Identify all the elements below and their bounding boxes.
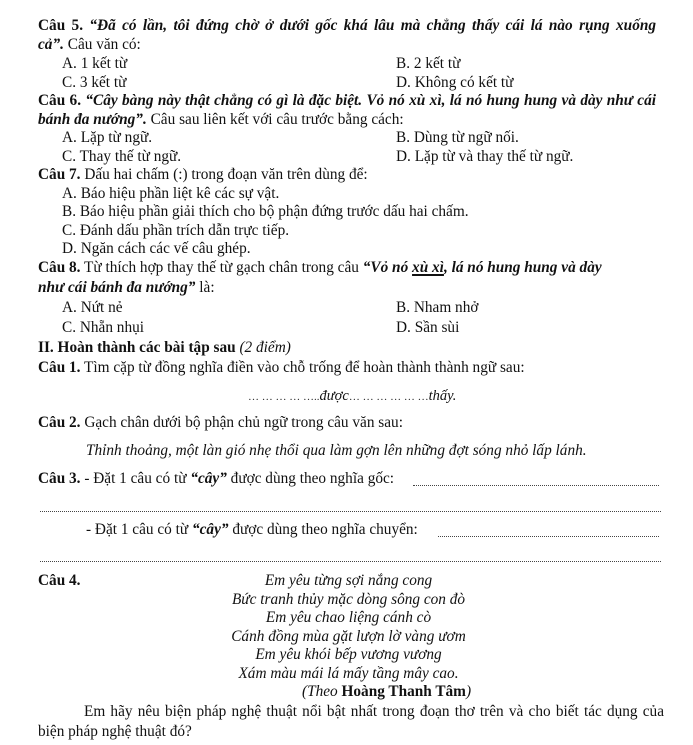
p2-q3-word: “cây”: [190, 470, 227, 487]
q5-option-b: B. 2 kết từ: [396, 55, 461, 72]
q5-option-a: A. 1 kết từ: [62, 55, 128, 72]
p2-q3-answer-blank1[interactable]: [413, 485, 659, 486]
q8-option-b: B. Nham nhở: [396, 299, 479, 316]
p2-q2-label: Câu 2.: [38, 414, 81, 431]
poem-source-open: (Theo: [302, 683, 342, 700]
q8-quote-open: “Vỏ nó: [362, 259, 413, 276]
poem-source-close: ): [465, 683, 472, 700]
p2-q3-post2: được dùng theo nghĩa chuyển:: [228, 521, 418, 538]
poem-line-4: Cánh đồng mùa gặt lượn lờ vàng ươm: [231, 628, 466, 645]
q8-option-c: C. Nhẵn nhụi: [62, 319, 145, 336]
q5-label: Câu 5.: [38, 17, 84, 34]
p2-q1-word2: thấy.: [428, 388, 457, 404]
q7-line1: [38, 166, 368, 185]
poem-line-3: Em yêu chao liệng cánh cò: [265, 609, 432, 626]
p2-q3-post: được dùng theo nghĩa gốc:: [226, 470, 395, 487]
q8-label: Câu 8.: [38, 259, 81, 276]
q5-line1: [38, 17, 656, 36]
poem-source-author: Hoàng Thanh Tâm: [341, 683, 466, 700]
p2-q3-pre: - Đặt 1 câu có từ: [80, 470, 191, 487]
q5-prompt: Câu văn có:: [63, 36, 141, 53]
part2-heading: [38, 339, 291, 358]
p2-q4-question-line2: biện pháp nghệ thuật đó?: [38, 723, 192, 740]
p2-q1-idiom: [248, 387, 456, 407]
q6-prompt: Câu sau liên kết với câu trước bằng cách:: [146, 111, 404, 128]
q7-option-d: D. Ngăn cách các vế câu ghép.: [62, 240, 251, 257]
q6-line1: [38, 92, 656, 111]
p2-q1-blank2[interactable]: … … … … … …: [348, 391, 429, 403]
q5-option-d: D. Không có kết từ: [396, 74, 514, 91]
p2-q4-label: Câu 4.: [38, 572, 81, 589]
q5-line2: [38, 36, 141, 55]
p2-q4-question-line1: Em hãy nêu biện pháp nghệ thuật nổi bật nhất trong đoạn thơ trên và cho biết tác dụng của: [84, 703, 664, 720]
q8-option-d: D. Sần sùi: [396, 319, 460, 336]
poem-line-2: Bức tranh thủy mặc dòng sông con đò: [231, 591, 466, 608]
q5-quote-end: cả”.: [38, 36, 64, 53]
q6-option-a: A. Lặp từ ngữ.: [62, 129, 153, 146]
q8-quote-rest: , lá nó hung hung và dày: [443, 259, 602, 276]
q8-prompt: Từ thích hợp thay thế từ gạch chân trong câu: [80, 259, 363, 276]
p2-q3-answer-blank4[interactable]: [40, 561, 661, 562]
p2-q3-line1: [38, 470, 394, 489]
part2-points: (2 điểm): [235, 339, 291, 356]
p2-q3-pre2: - Đặt 1 câu có từ: [86, 521, 192, 538]
q8-quote-line2: như cái bánh đa nướng”: [38, 279, 196, 296]
p2-q3-label: Câu 3.: [38, 470, 81, 487]
p2-q2-sentence: Thỉnh thoảng, một làn gió nhẹ thổi qua làm gợn lên những đợt sóng nhỏ lấp lánh.: [86, 442, 587, 459]
q8-option-a: A. Nứt nẻ: [62, 299, 123, 316]
q8-line2: [38, 279, 215, 298]
q7-label: Câu 7.: [38, 166, 81, 183]
q8-prompt-end: là:: [195, 279, 215, 296]
p2-q2-prompt: Gạch chân dưới bộ phận chủ ngữ trong câu văn sau:: [80, 414, 403, 431]
q7-option-b: B. Báo hiệu phần giải thích cho bộ phận đứng trước dấu hai chấm.: [62, 203, 469, 220]
p2-q3-answer-blank2[interactable]: [40, 511, 661, 512]
q7-prompt: Dấu hai chấm (:) trong đoạn văn trên dùng để:: [80, 166, 368, 183]
q8-line1: [38, 259, 602, 278]
p2-q1-blank1[interactable]: … … … … …..: [248, 391, 320, 403]
p2-q2-line: [38, 414, 403, 433]
poem-source: [302, 683, 471, 702]
q7-option-c: C. Đánh dấu phần trích dẫn trực tiếp.: [62, 222, 290, 239]
p2-q1-word1: được: [319, 388, 349, 404]
p2-q1-line: [38, 359, 525, 378]
q8-underlined-word: xù xì: [412, 259, 444, 276]
p2-q3-word2: “cây”: [191, 521, 229, 538]
q6-option-c: C. Thay thế từ ngữ.: [62, 148, 182, 165]
poem-line-5: Em yêu khói bếp vương vương: [255, 646, 442, 663]
q5-option-c: C. 3 kết từ: [62, 74, 127, 91]
p2-q3-line2: [86, 521, 418, 540]
q6-quote-end: bánh đa nướng”.: [38, 111, 147, 128]
poem-line-6: Xám màu mái lá mấy tầng mây cao.: [238, 665, 459, 682]
poem-line-1: Em yêu từng sợi nắng cong: [264, 572, 433, 589]
p2-q1-label: Câu 1.: [38, 359, 81, 376]
q6-option-b: B. Dùng từ ngữ nối.: [396, 129, 519, 146]
p2-q3-answer-blank3[interactable]: [438, 536, 659, 537]
q6-line2: [38, 111, 404, 130]
q6-option-d: D. Lặp từ và thay thế từ ngữ.: [396, 148, 574, 165]
q6-label: Câu 6.: [38, 92, 82, 109]
q6-quote: “Cây bàng này thật chẳng có gì là đặc biệt. Vỏ nó xù xì, lá nó hung hung và dày như cái: [85, 92, 656, 109]
p2-q1-prompt: Tìm cặp từ đồng nghĩa điền vào chỗ trống để hoàn thành thành ngữ sau:: [80, 359, 525, 376]
q5-quote: “Đã có lần, tôi đứng chờ ở dưới gốc khá lâu mà chẳng thấy cái lá nào rụng xuống: [89, 17, 656, 34]
part2-title: II. Hoàn thành các bài tập sau: [38, 339, 236, 356]
q7-option-a: A. Báo hiệu phần liệt kê các sự vật.: [62, 185, 280, 202]
